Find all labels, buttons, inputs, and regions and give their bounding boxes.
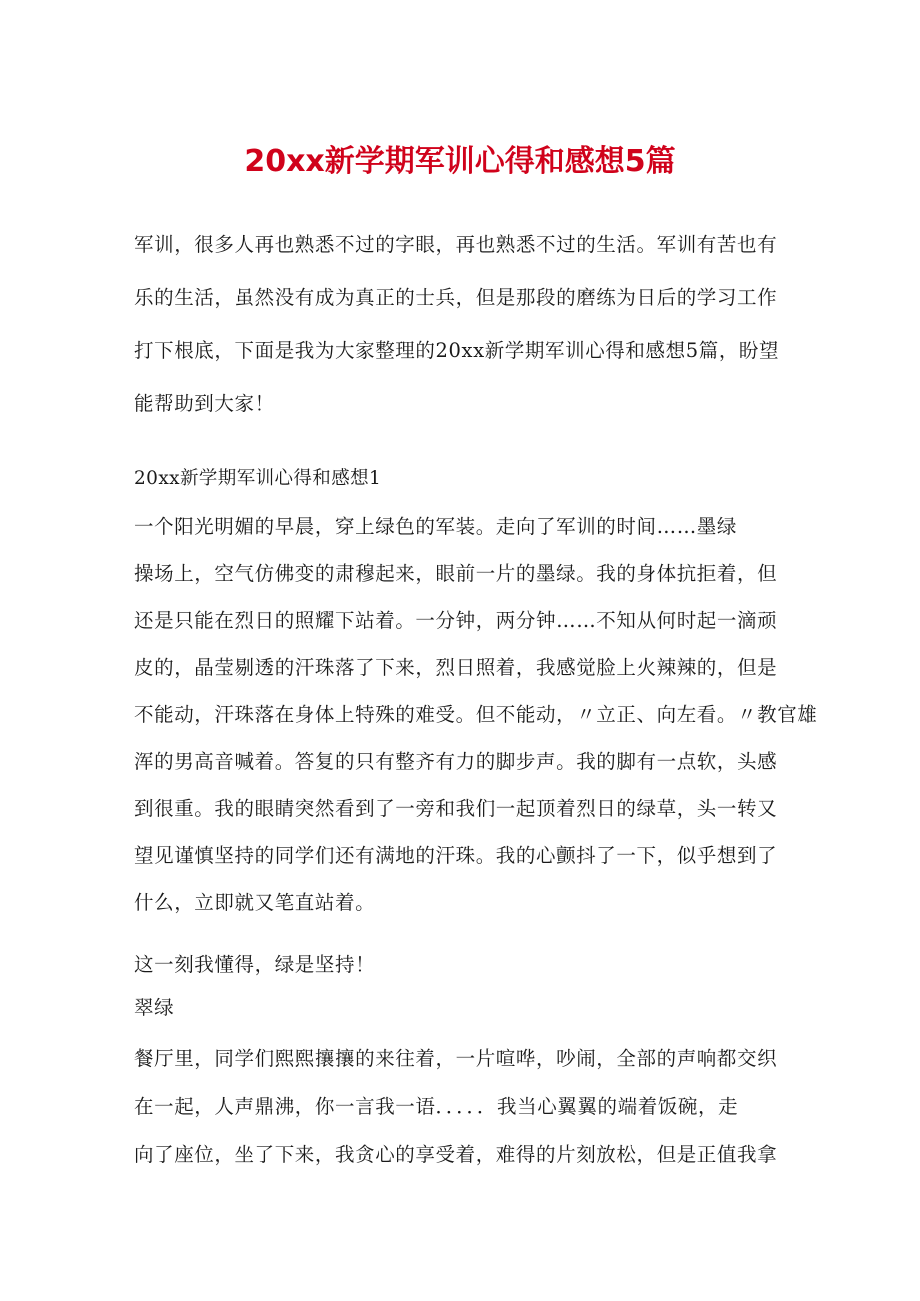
text-line: 什么，立即就又笔直站着。 [134,891,376,914]
text-line: 餐厅里，同学们熙熙攘攘的来往着，一片喧哗，吵闹，全部的声响都交织 [134,1047,778,1070]
text-line: 翠绿 [134,996,175,1019]
text-line: 能帮助到大家！ [134,392,275,415]
text-line: 浑的男高音喊着。答复的只有整齐有力的脚步声。我的脚有一点软，头感 [134,750,778,773]
text-line: 到很重。我的眼睛突然看到了一旁和我们一起顶着烈日的绿草，头一转又 [134,797,778,820]
text-line: 一个阳光明媚的早晨，穿上绿色的军装。走向了军训的时间……墨绿 [134,515,738,538]
text-line: 军训，很多人再也熟悉不过的字眼，再也熟悉不过的生活。军训有苦也有 [134,233,778,256]
text-line: 不能动，汗珠落在身体上特殊的难受。但不能动，〃立正、向左看。〃教官雄 [134,703,818,726]
intro-paragraph [134,218,794,430]
document-title: 20xx新学期军训心得和感想5篇 [244,144,676,179]
subheading-paragraph [134,992,794,1032]
text-line: 在一起，人声鼎沸，你一言我一语．．．．．我当心翼翼的端着饭碗，走 [134,1095,739,1118]
text-line: 这一刻我懂得，绿是坚持！ [134,953,376,976]
short-paragraph [134,945,794,985]
text-line: 操场上，空气仿佛变的肃穆起来，眼前一片的墨绿。我的身体抗拒着，但 [134,562,778,585]
text-line: 皮的，晶莹剔透的汗珠落了下来，烈日照着，我感觉脸上火辣辣的，但是 [134,656,778,679]
text-line: 乐的生活，虽然没有成为真正的士兵，但是那段的磨练为日后的学习工作 [134,286,778,309]
section-heading: 20xx新学期军训心得和感想1 [134,468,382,489]
text-line: 望见谨慎坚持的同学们还有满地的汗珠。我的心颤抖了一下，似乎想到了 [134,844,778,867]
text-line: 还是只能在烈日的照耀下站着。一分钟，两分钟……不知从何时起一滴顽 [134,609,778,632]
section2-paragraph [134,1039,794,1183]
text-line: 打下根底，下面是我为大家整理的20xx新学期军训心得和感想5篇，盼望 [134,339,780,362]
text-line: 向了座位，坐了下来，我贪心的享受着，难得的片刻放松，但是正值我拿 [134,1143,778,1166]
section1-paragraph [134,507,818,930]
